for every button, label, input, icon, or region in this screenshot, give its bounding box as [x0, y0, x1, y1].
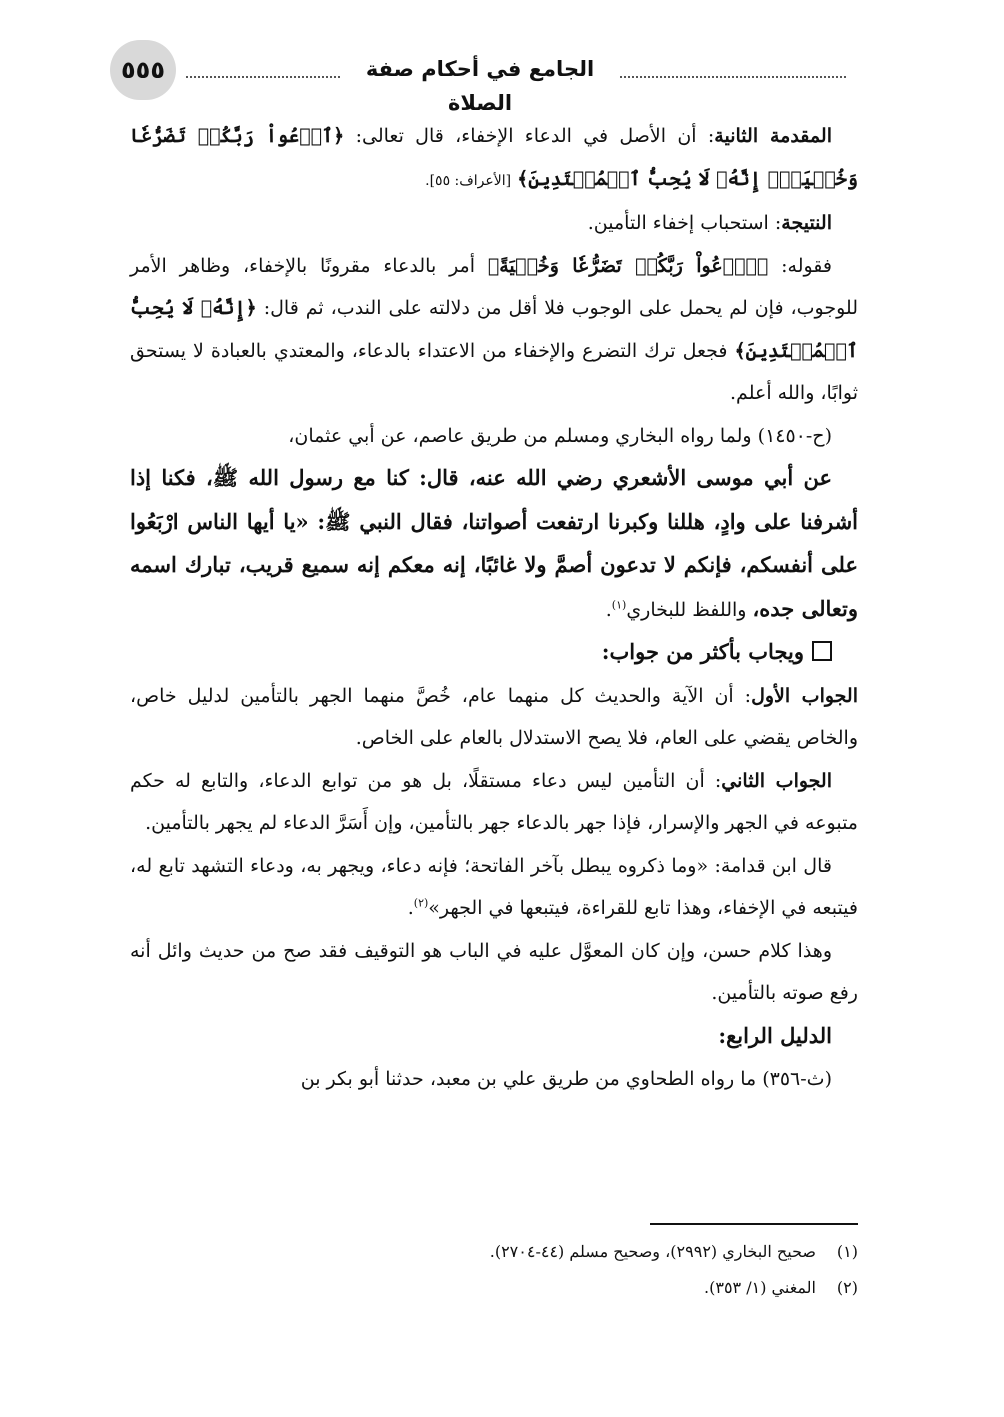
quran-verse: ﴿ٱدۡعُواْ رَبَّكُمۡ تَضَرُّعٗا وَخُفۡيَةًۚ إِنَّهُۥ لَا يُحِبُّ ٱلۡمُعۡتَدِينَ﴾: [130, 125, 858, 190]
paragraph-answer-one: [130, 675, 858, 760]
footnote-item: [130, 1270, 858, 1306]
paragraph-hadith: [130, 457, 858, 631]
answer-two-text: : أن التأمين ليس دعاء مستقلًا، بل هو من توابع الدعاء، والتابع له حكم متبوعه في الجهر والإسرار، فإذا جهر بالدعاء جهر بالتأمين، وإن أَسَرَّ الدعاء لم يجهر بالتأمين.: [130, 769, 858, 834]
answer-one-text: : أن الآية والحديث كل منهما عام، خُصَّ منهما الجهر بالتأمين لدليل خاص، والخاص يقضي على العام، فلا يصح الاستدلال بالعام على الخاص.: [130, 684, 858, 749]
page-header: [110, 40, 846, 115]
answers-subheading: ويجاب بأكثر من جواب:: [601, 639, 804, 664]
paragraph-explanation: [130, 245, 858, 415]
evidence-four-heading: الدليل الرابع:: [718, 1022, 832, 1048]
running-title: الجامع في أحكام صفة الصلاة: [365, 57, 595, 115]
page-number: ٥٥٥: [110, 40, 176, 100]
explanation-text-a: فقوله:: [768, 254, 832, 277]
paragraph-narration-intro: (ح-١٤٥٠) ولما رواه البخاري ومسلم من طريق عاصم، عن أبي عثمان،: [288, 424, 832, 447]
paragraph-answer-two: [130, 760, 858, 845]
paragraph-subheading: [130, 631, 858, 675]
page-body: [130, 115, 858, 1101]
answer-two-label: الجواب الثاني: [721, 769, 832, 792]
ibn-qudama-quote: قال ابن قدامة: «وما ذكروه يبطل بآخر الفاتحة؛ فإنه دعاء، ويجهر به، ودعاء التشهد تابع له، فيتبعه في الإخفاء، وهذا تابع للقراءة، فيتبعها في الجهر»: [130, 854, 858, 919]
hadith-end-punct: .: [605, 598, 612, 621]
paragraph-comment: وهذا كلام حسن، وإن كان المعوَّل عليه في الباب هو التوقيف فقد صح من حديث وائل أنه رفع صوته بالتأمين.: [130, 939, 858, 1004]
footnote-separator: [650, 1223, 858, 1225]
footnote-text: صحيح البخاري (٢٩٩٢)، وصحيح مسلم (٤٤-٢٧٠٤).: [489, 1242, 816, 1261]
quran-verse-excerpt-1: ﴿ٱدۡعُواْ رَبَّكُمۡ تَضَرُّعٗا وَخُفۡيَةً﴾: [487, 254, 769, 277]
verse-reference: [الأعراف: ٥٥].: [425, 172, 512, 189]
explanation-text-c: فجعل ترك التضرع والإخفاء من الاعتداء بالدعاء، والمعتدي بالعبادة لا يستحق ثوابًا، والله أعلم.: [130, 339, 858, 404]
hadith-source: واللفظ للبخاري: [626, 598, 753, 621]
footnote-marker-1: (١): [611, 598, 627, 612]
header-dotted-rule-right: [620, 76, 846, 78]
footnote-number: (٢): [836, 1278, 858, 1297]
footnote-item: [130, 1234, 858, 1270]
ibn-qudama-end-punct: .: [407, 897, 414, 919]
hadith-text: عن أبي موسى الأشعري رضي الله عنه، قال: كنا مع رسول الله ﷺ، فكنا إذا أشرفنا على وادٍ، هللنا وكبرنا ارتفعت أصواتنا، فقال النبي ﷺ: «يا أيها الناس ارْبَعُوا على أنفسكم، فإنكم لا تدعون أصمَّ ولا غائبًا، إنه معكم إنه سميع قريب، تبارك اسمه وتعالى جده،: [130, 465, 858, 621]
result-text: : استحباب إخفاء التأمين.: [587, 212, 782, 234]
footnote-marker-2: (٢): [413, 896, 429, 910]
checkbox-square-icon: [812, 641, 832, 661]
footnote-text: المغني (١/ ٣٥٣).: [704, 1278, 816, 1297]
paragraph-ibn-qudama: [130, 845, 858, 930]
explanation-text-b: أمر بالدعاء مقرونًا بالإخفاء، وظاهر الأمر للوجوب، فإن لم يحمل على الوجوب فلا أقل من دلالته على الندب، ثم قال:: [130, 254, 859, 319]
premise-two-text: : أن الأصل في الدعاء الإخفاء، قال تعالى:: [344, 125, 715, 147]
footnotes: [130, 1234, 858, 1306]
footnote-number: (١): [836, 1242, 858, 1261]
premise-two-label: المقدمة الثانية: [714, 125, 832, 147]
answer-one-label: الجواب الأول: [751, 684, 858, 707]
result-label: النتيجة: [781, 212, 832, 234]
quran-verse-excerpt-2: ﴿إِنَّهُۥ لَا يُحِبُّ ٱلۡمُعۡتَدِينَ﴾: [130, 297, 858, 362]
paragraph-evidence-four: [130, 1015, 858, 1059]
paragraph-tahawi: (ث-٣٥٦) ما رواه الطحاوي من طريق علي بن معبد، حدثنا أبو بكر بن: [300, 1068, 832, 1090]
paragraph-result: [130, 202, 858, 245]
header-dotted-rule-left: [186, 76, 340, 78]
paragraph-premise-two: [130, 115, 858, 202]
